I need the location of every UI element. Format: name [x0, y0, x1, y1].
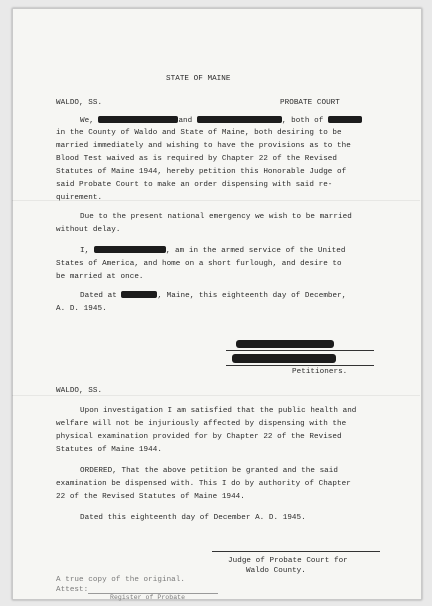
petition-line-1: We, and , both of	[80, 116, 362, 126]
petitioners-label: Petitioners.	[292, 368, 348, 376]
petition-para3-line-1: I, , am in the armed service of the United	[80, 247, 346, 255]
attest-label: Attest:	[56, 586, 89, 594]
redacted-name	[94, 246, 166, 253]
petition-para3-line-2: States of America, and home on a short furlough, and desire to	[56, 260, 342, 268]
redacted-name	[98, 116, 178, 123]
order-line-4: Statutes of Maine 1944.	[56, 446, 162, 454]
ordered-line-1: ORDERED, That the above petition be granted and the said	[80, 467, 338, 475]
order-line-3: physical examination provided for by Chapter 22 of the Revised	[56, 433, 342, 441]
ordered-line-3: 22 of the Revised Statutes of Maine 1944.	[56, 493, 245, 501]
petition-line-6: said Probate Court to make an order dispensing with said re-	[56, 181, 333, 189]
order-venue: WALDO, SS.	[56, 387, 103, 395]
signature-line	[226, 350, 374, 351]
petition-para3-line-3: be married at once.	[56, 273, 144, 281]
venue-label: WALDO, SS.	[56, 99, 103, 107]
redacted-signature	[236, 340, 334, 348]
judge-signature-line	[212, 551, 380, 552]
signature-line	[226, 365, 374, 366]
petition-para2-line-1: Due to the present national emergency we wish to be married	[80, 213, 352, 221]
ordered-line-2: examination be dispensed with. This I do by authority of Chapter	[56, 480, 351, 488]
petition-line-2: in the County of Waldo and State of Maine, both desiring to be	[56, 129, 342, 137]
order-dated: Dated this eighteenth day of December A. D. 1945.	[80, 514, 306, 522]
petition-line-3: married immediately and wishing to have the provisions as to the	[56, 142, 351, 150]
order-line-2: welfare will not be injuriously affected by dispensing with the	[56, 420, 347, 428]
petition-line-4: Blood Test waived as is required by Chapter 22 of the Revised	[56, 155, 338, 163]
petition-line-7: quirement.	[56, 194, 103, 202]
judge-title-line-2: Waldo County.	[246, 567, 306, 575]
petition-line-5: Statutes of Maine 1944, hereby petition this Honorable Judge of	[56, 168, 347, 176]
register-label: Register of Probate	[110, 594, 186, 601]
redacted-signature	[232, 354, 336, 363]
court-label: PROBATE COURT	[280, 99, 340, 107]
document-title: STATE OF MAINE	[166, 75, 231, 83]
petition-dated-line-2: A. D. 1945.	[56, 305, 107, 313]
petition-dated-line-1: Dated at , Maine, this eighteenth day of December,	[80, 292, 347, 300]
redacted-place	[121, 291, 157, 298]
true-copy-label: A true copy of the original.	[56, 576, 185, 584]
order-line-1: Upon investigation I am satisfied that the public health and	[80, 407, 357, 415]
judge-title-line-1: Judge of Probate Court for	[228, 557, 348, 565]
petition-para2-line-2: without delay.	[56, 226, 121, 234]
redacted-place	[328, 116, 362, 123]
redacted-name	[197, 116, 282, 123]
